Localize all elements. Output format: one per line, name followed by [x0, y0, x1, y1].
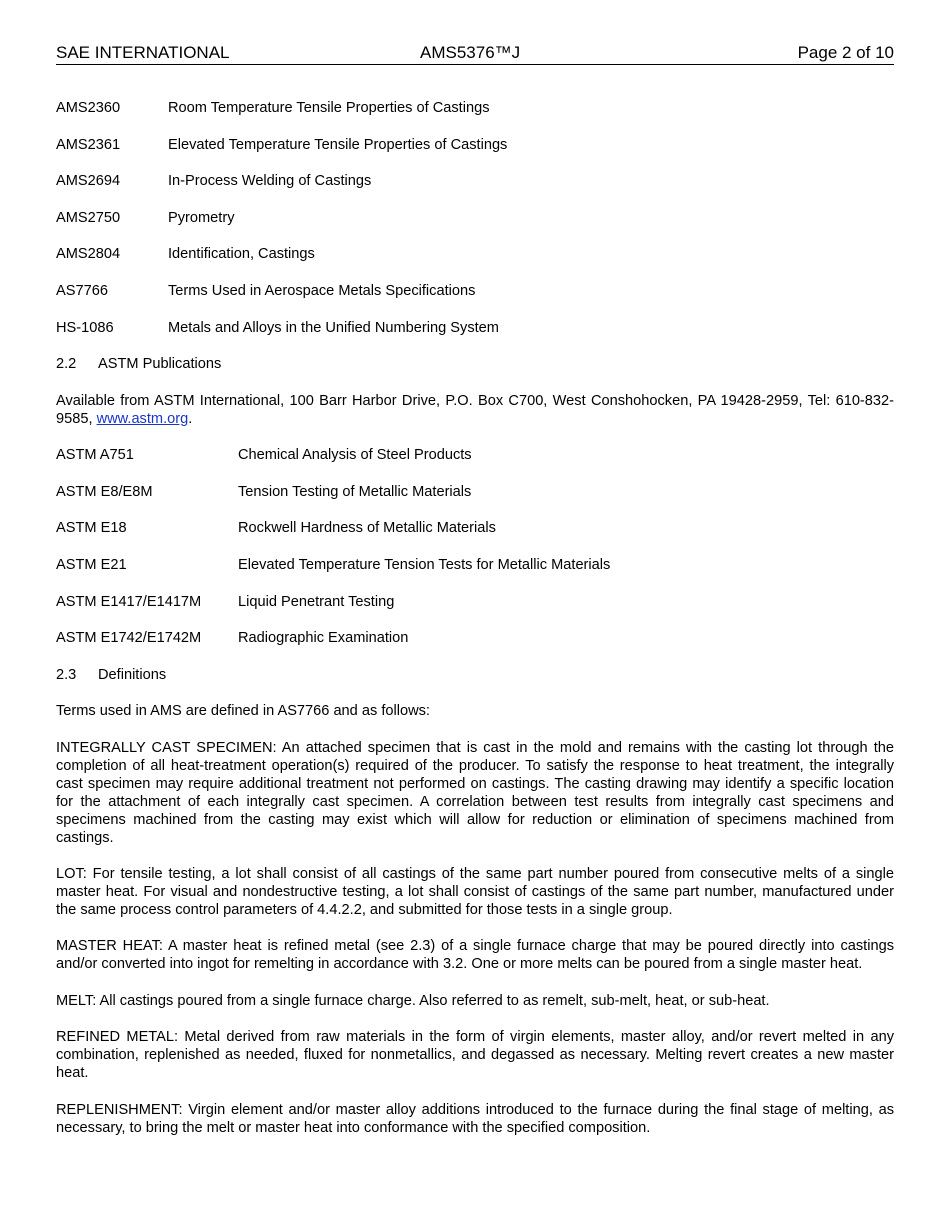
availability-period: .: [188, 410, 193, 427]
section-heading-definitions: [56, 666, 894, 684]
reference-row: [56, 556, 894, 574]
reference-row: [56, 172, 894, 190]
reference-title: Chemical Analysis of Steel Products: [238, 447, 472, 464]
header-doc-id: AMS5376™J: [420, 43, 521, 62]
reference-row: [56, 519, 894, 537]
reference-title: Elevated Temperature Tensile Properties of Castings: [168, 136, 508, 153]
reference-code: HS-1086: [56, 319, 114, 336]
ams-reference-list: [56, 99, 894, 337]
reference-title: Terms Used in Aerospace Metals Specifications: [168, 282, 476, 299]
definition-integrally-cast-specimen: INTEGRALLY CAST SPECIMEN: An attached specimen that is cast in the mold and remains with the casting lot through the completion of all heat-treatment operation(s) required of the producer. To satisfy the response to heat treatment, the integrally cast specimen may require additional treatment not performed on castings. The casting drawing may identify a specific location for the attachment of each integrally cast specimen. A correlation between test results from integrally cast specimens and specimens machined from the casting may exist which will allow for reduction or elimination of specimens machined from castings.: [56, 739, 894, 846]
reference-title: Liquid Penetrant Testing: [238, 593, 395, 610]
reference-row: [56, 319, 894, 337]
reference-title: Elevated Temperature Tension Tests for Metallic Materials: [238, 556, 611, 573]
section-title: ASTM Publications: [98, 356, 222, 373]
reference-code: AMS2360: [56, 100, 121, 116]
reference-title: Rockwell Hardness of Metallic Materials: [238, 520, 496, 537]
reference-code: AMS2750: [56, 209, 121, 226]
reference-row: [56, 136, 894, 154]
page-header: [56, 42, 894, 65]
reference-code: ASTM E1417/E1417M: [56, 593, 202, 610]
availability-text: Available from ASTM International, 100 Barr Harbor Drive, P.O. Box C700, West Conshohocken, PA 19428-2959, Tel: 610-832-9585,: [56, 392, 894, 427]
reference-code: AMS2361: [56, 136, 121, 153]
reference-title: Tension Testing of Metallic Materials: [238, 483, 472, 500]
reference-code: ASTM E18: [56, 520, 127, 537]
reference-row: [56, 483, 894, 501]
reference-title: Pyrometry: [168, 209, 235, 226]
astm-reference-list: [56, 446, 894, 647]
section-heading-astm: [56, 355, 894, 373]
reference-row: [56, 99, 894, 117]
reference-code: ASTM E1742/E1742M: [56, 630, 202, 647]
reference-row: [56, 245, 894, 263]
reference-row: [56, 629, 894, 647]
reference-row: [56, 446, 894, 464]
reference-title: Room Temperature Tensile Properties of Castings: [168, 100, 490, 116]
section-number: 2.2: [56, 356, 77, 373]
reference-code: AS7766: [56, 282, 108, 299]
reference-code: ASTM A751: [56, 447, 134, 464]
astm-website-link[interactable]: www.astm.org: [96, 410, 189, 427]
reference-title: Identification, Castings: [168, 246, 315, 263]
definition-refined-metal: REFINED METAL: Metal derived from raw materials in the form of virgin elements, master alloy, and/or revert melted in any combination, replenished as needed, fluxed for nonmetallics, and degassed as necessary. Melting revert creates a new master heat.: [56, 1029, 894, 1082]
reference-code: AMS2694: [56, 173, 121, 190]
astm-availability-paragraph: [56, 392, 894, 428]
definitions-intro: Terms used in AMS are defined in AS7766 and as follows:: [56, 703, 430, 720]
section-number: 2.3: [56, 666, 77, 683]
reference-code: ASTM E8/E8M: [56, 483, 153, 500]
reference-row: [56, 282, 894, 300]
header-page-number: Page 2 of 10: [797, 43, 894, 62]
reference-title: Radiographic Examination: [238, 630, 409, 647]
section-title: Definitions: [98, 666, 167, 683]
reference-code: ASTM E21: [56, 556, 127, 573]
definition-master-heat: MASTER HEAT: A master heat is refined metal (see 2.3) of a single furnace charge that may be poured directly into castings and/or converted into ingot for remelting in accordance with 3.2. One or more melts can be poured from a single master heat.: [56, 938, 894, 973]
reference-title: Metals and Alloys in the Unified Numbering System: [168, 319, 499, 336]
reference-row: [56, 593, 894, 611]
definition-lot: LOT: For tensile testing, a lot shall consist of all castings of the same part number poured from consecutive melts of a single master heat. For visual and nondestructive testing, a lot shall consist of castings of the same part number, manufactured under the same process control parameters of 4.4.2.2, and submitted for those tests in a single group.: [56, 866, 894, 919]
definition-replenishment: REPLENISHMENT: Virgin element and/or master alloy additions introduced to the furnace during the final stage of melting, as necessary, to bring the melt or master heat into conformance with the specified composition.: [56, 1101, 894, 1136]
reference-code: AMS2804: [56, 246, 121, 263]
reference-row: [56, 209, 894, 227]
definition-melt: MELT: All castings poured from a single furnace charge. Also referred to as remelt, sub-melt, heat, or sub-heat.: [56, 992, 770, 1009]
header-org: SAE INTERNATIONAL: [56, 43, 230, 62]
document-page: [56, 42, 894, 1155]
reference-title: In-Process Welding of Castings: [168, 173, 372, 190]
